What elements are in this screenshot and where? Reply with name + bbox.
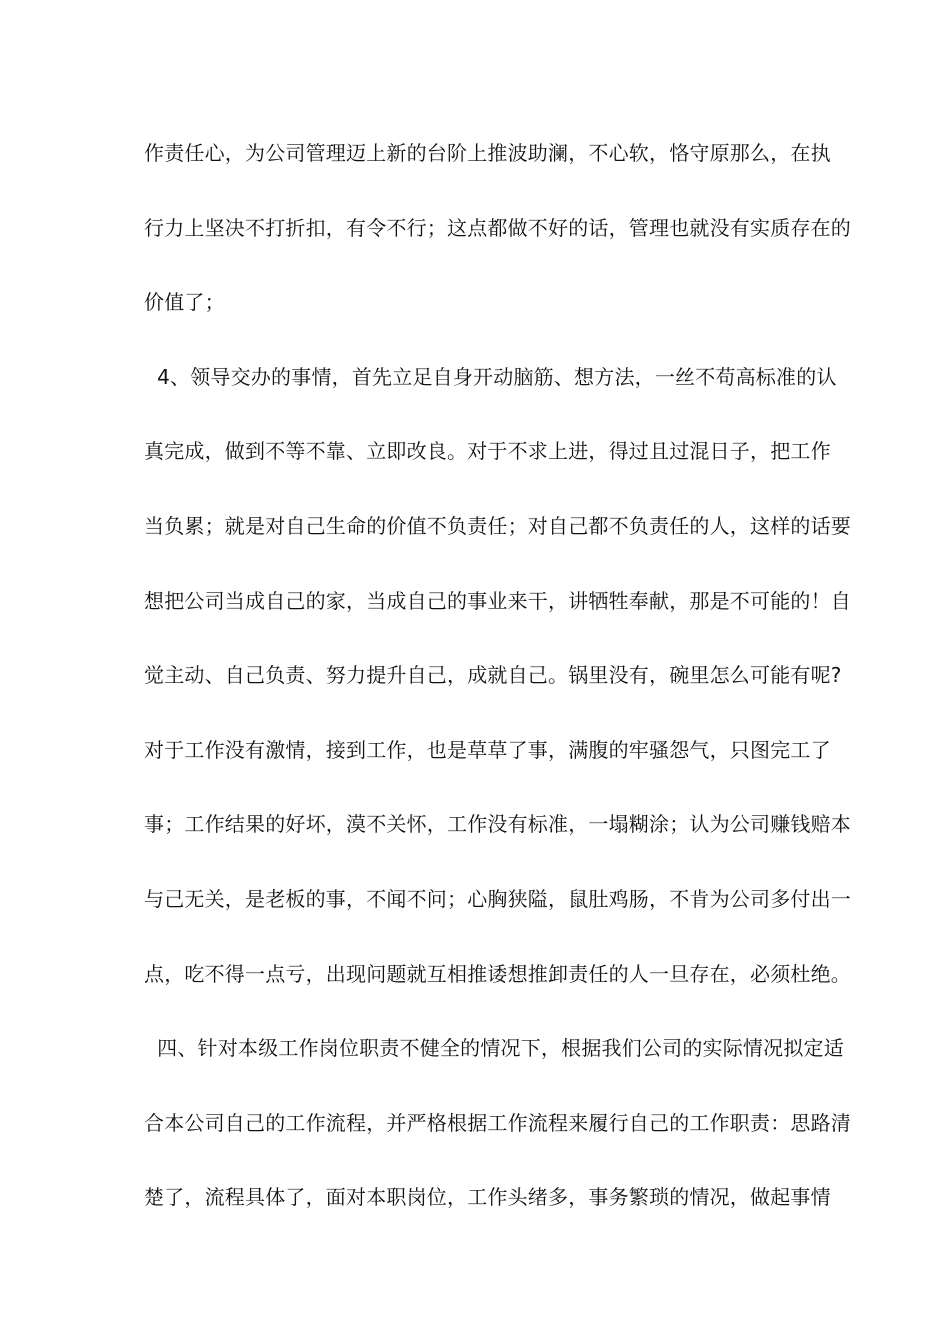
text-line-2: 行力上坚决不打折扣，有令不行；这点都做不好的话，管理也就没有实质存在的 bbox=[144, 215, 851, 240]
text-line-13: 四、针对本级工作岗位职责不健全的情况下，根据我们公司的实际情况拟定适 bbox=[144, 1036, 844, 1061]
text-line-9: 对于工作没有激情，接到工作，也是草草了事，满腹的牢骚怨气，只图完工了 bbox=[144, 737, 831, 762]
text-line-14: 合本公司自己的工作流程，并严格根据工作流程来履行自己的工作职责：思路清 bbox=[144, 1110, 851, 1135]
text-line-15: 楚了，流程具体了，面对本职岗位，工作头绪多，事务繁琐的情况，做起事情 bbox=[144, 1185, 831, 1210]
text-line-12: 点，吃不得一点亏，出现问题就互相推诿想推卸责任的人一旦存在，必须杜绝。 bbox=[144, 961, 851, 986]
text-line-8: 觉主动、自己负责、努力提升自己，成就自己。锅里没有，碗里怎么可能有呢? bbox=[144, 663, 842, 688]
text-line-11: 与己无关，是老板的事，不闻不问；心胸狭隘，鼠肚鸡肠，不肯为公司多付出一 bbox=[144, 886, 851, 911]
text-line-1: 作责任心，为公司管理迈上新的台阶上推波助澜，不心软，恪守原那么，在执 bbox=[144, 141, 831, 165]
text-line-4: 4、领导交办的事情，首先立足自身开动脑筋、想方法，一丝不苟高标准的认 bbox=[144, 364, 837, 389]
text-line-6: 当负累；就是对自己生命的价值不负责任；对自己都不负责任的人，这样的话要 bbox=[144, 513, 851, 538]
text-line-5: 真完成，做到不等不靠、立即改良。对于不求上进，得过且过混日子，把工作 bbox=[144, 439, 831, 464]
document-body bbox=[144, 116, 851, 1235]
text-line-7: 想把公司当成自己的家，当成自己的事业来干，讲牺牲奉献，那是不可能的！自 bbox=[144, 588, 851, 613]
text-line-3: 价值了； bbox=[144, 290, 225, 315]
text-line-10: 事；工作结果的好坏，漠不关怀，工作没有标准，一塌糊涂；认为公司赚钱赔本 bbox=[144, 812, 851, 837]
